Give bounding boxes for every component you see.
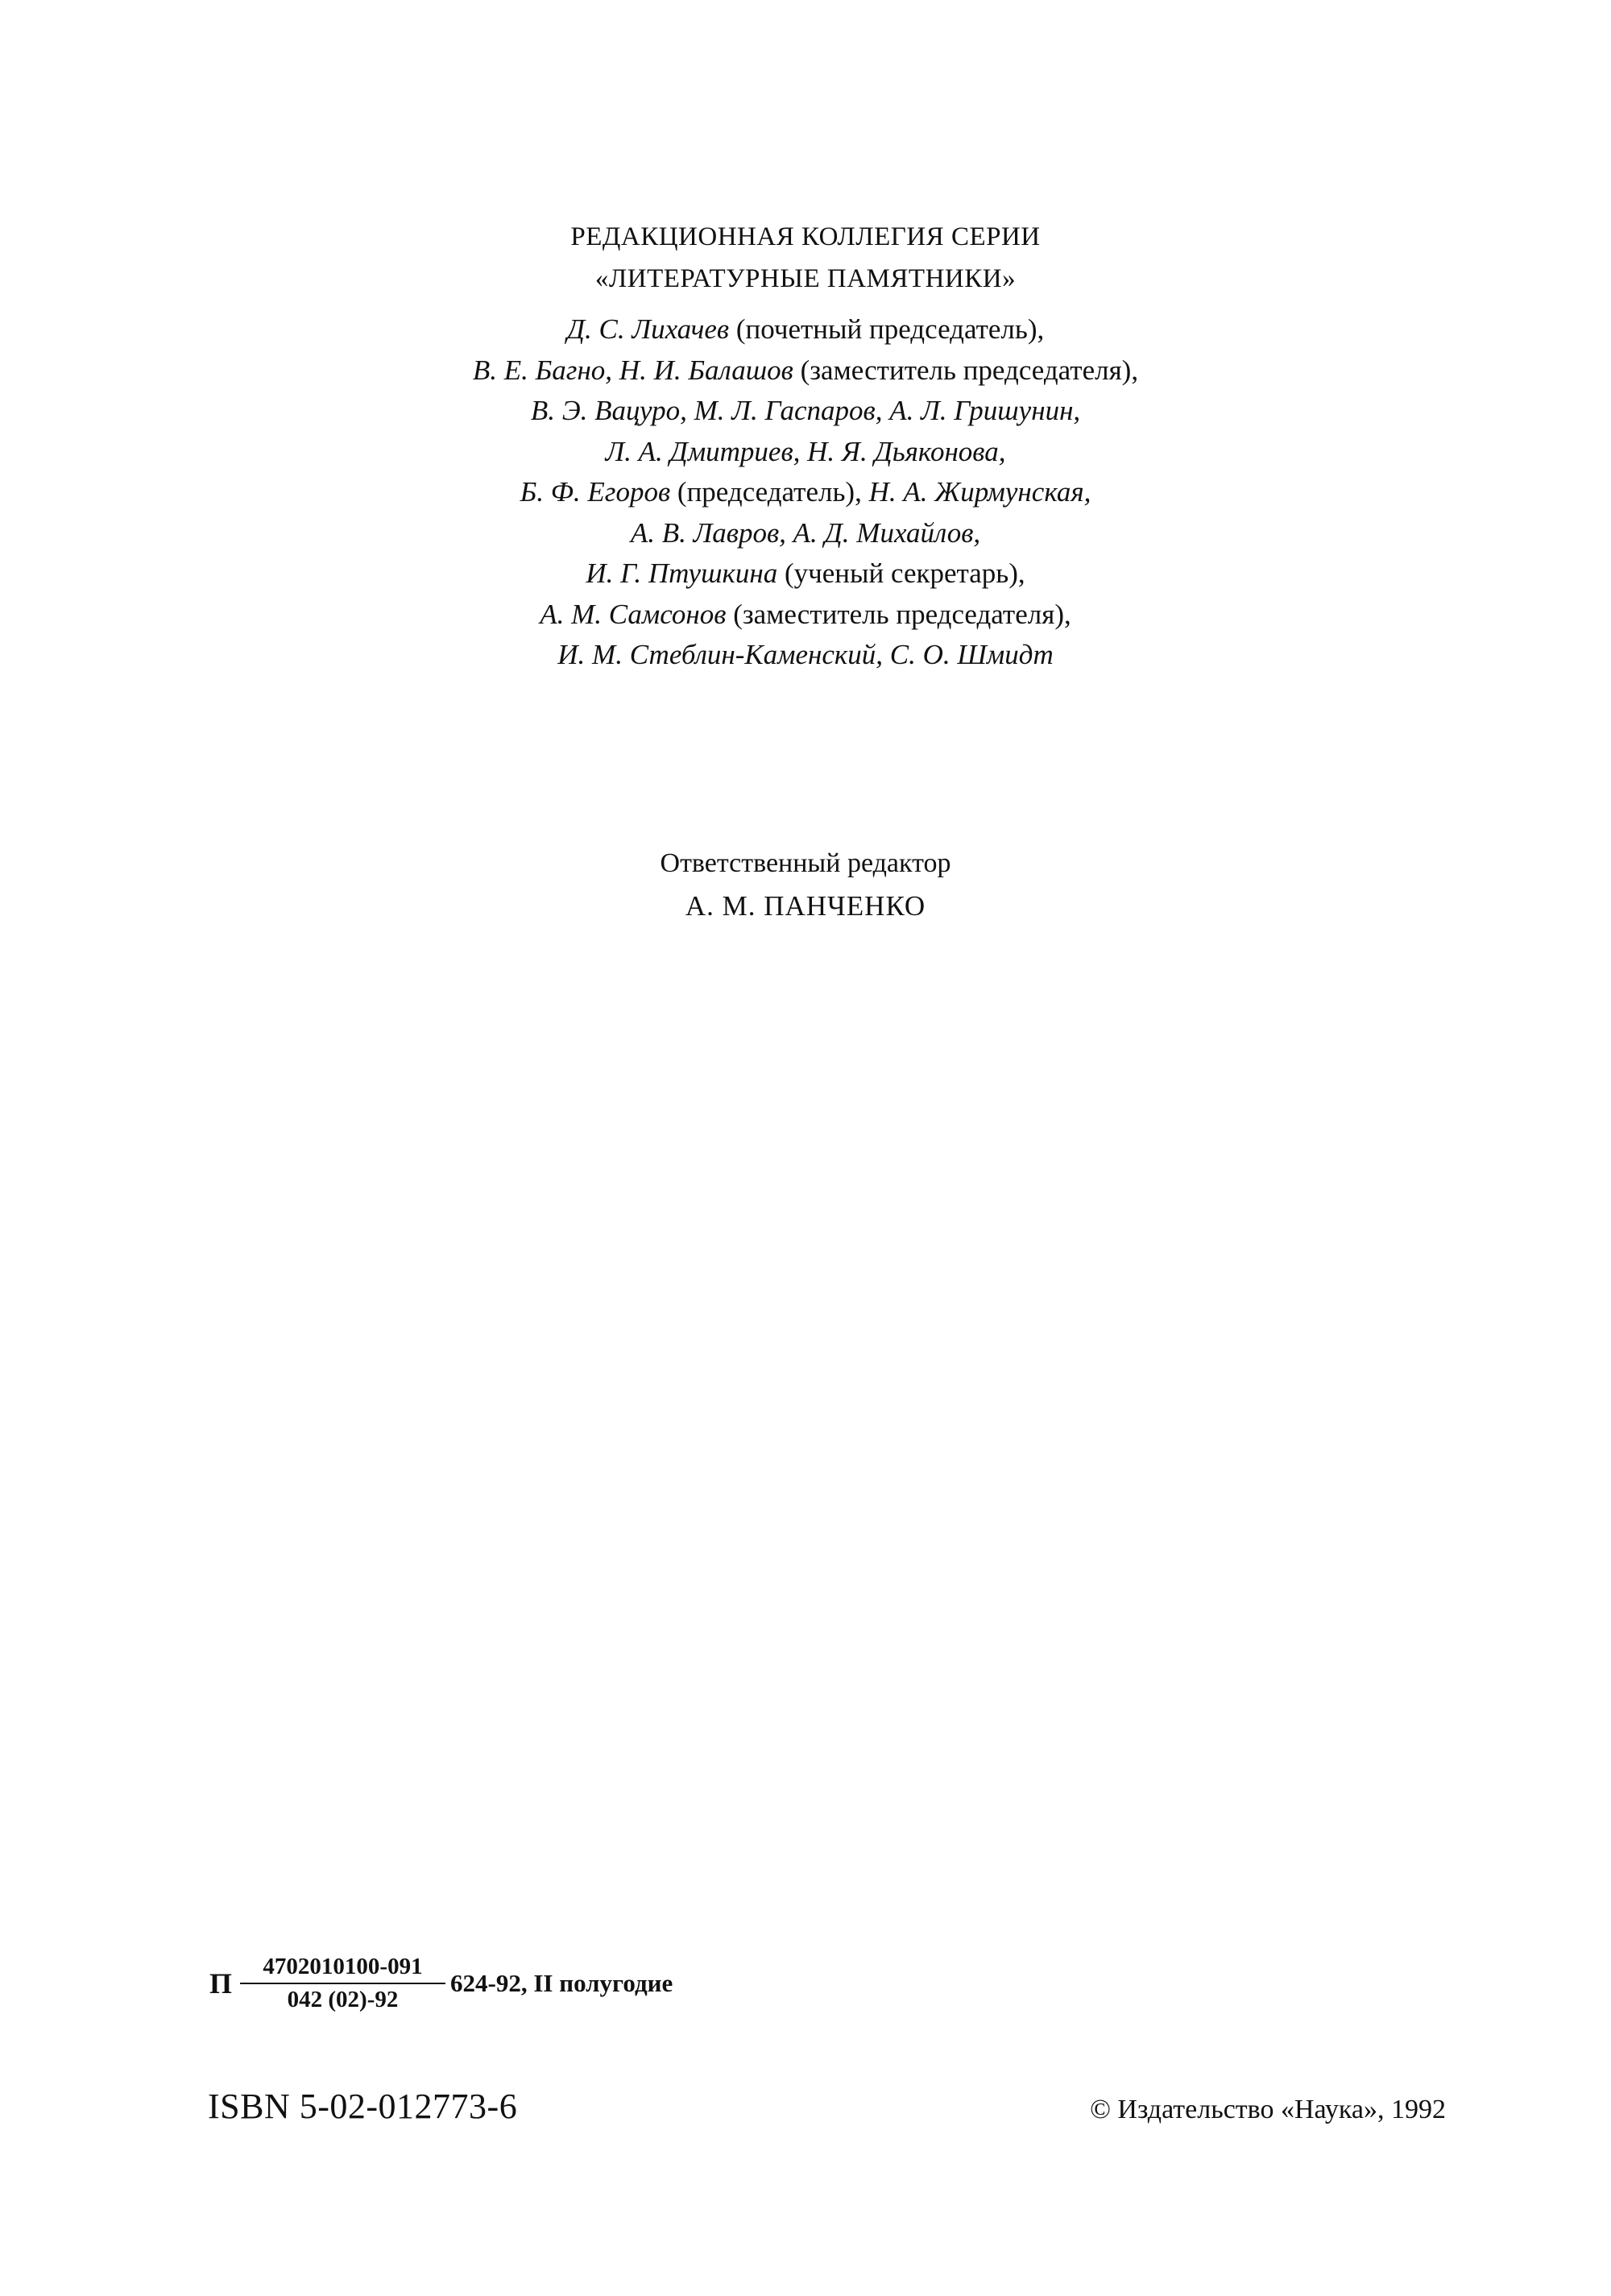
member-role: (председатель), — [670, 476, 869, 508]
board-member-line — [0, 553, 1611, 595]
editor-role: Ответственный редактор — [660, 848, 951, 878]
board-heading: РЕДАКЦИОННАЯ КОЛЛЕГИЯ СЕРИИ — [570, 222, 1041, 251]
index-letter: П — [209, 1967, 233, 2000]
isbn: ISBN 5-02-012773-6 — [208, 2087, 518, 2126]
index-denominator: 042 (02)-92 — [287, 1987, 399, 2012]
member-role: (заместитель председателя), — [793, 354, 1139, 386]
board-member-line — [0, 513, 1611, 554]
editor-name: А. М. ПАНЧЕНКО — [685, 890, 926, 922]
editorial-board — [0, 216, 1611, 676]
member-names: Б. Ф. Егоров — [520, 476, 671, 508]
member-names: В. Э. Вацуро, М. Л. Гаспаров, А. Л. Гришунин, — [530, 395, 1081, 426]
member-names: Н. А. Жирмунская, — [868, 476, 1091, 508]
series-title: «ЛИТЕРАТУРНЫЕ ПАМЯТНИКИ» — [594, 264, 1017, 293]
index-tail: 624-92, II полугодие — [450, 1969, 673, 1997]
member-names: А. М. Самсонов — [540, 598, 727, 630]
member-names: И. Г. Птушкина — [586, 557, 778, 589]
board-member-line — [0, 595, 1611, 636]
member-names: Л. А. Дмитриев, Н. Я. Дьяконова, — [605, 435, 1006, 467]
board-member-line — [0, 432, 1611, 473]
member-role: (почетный председатель), — [729, 313, 1045, 345]
responsible-editor — [0, 843, 1611, 929]
board-member-line — [0, 472, 1611, 513]
board-member-line — [0, 350, 1611, 392]
member-role: (заместитель председателя), — [726, 598, 1071, 630]
board-member-line — [0, 635, 1611, 676]
member-names: И. М. Стеблин-Каменский, С. О. Шмидт — [557, 639, 1054, 670]
board-member-line — [0, 391, 1611, 432]
copyright: © Издательство «Наука», 1992 — [1090, 2095, 1446, 2124]
index-numerator: 4702010100-091 — [263, 1954, 423, 1979]
member-names: В. Е. Багно, Н. И. Балашов — [472, 354, 793, 386]
board-member-line — [0, 309, 1611, 350]
member-names: А. В. Лавров, А. Д. Михайлов, — [630, 516, 981, 549]
index-fraction — [240, 1954, 445, 2013]
member-role: (ученый секретарь), — [777, 557, 1025, 589]
publication-index — [209, 1954, 673, 2013]
member-names: Д. С. Лихачев — [566, 313, 730, 345]
